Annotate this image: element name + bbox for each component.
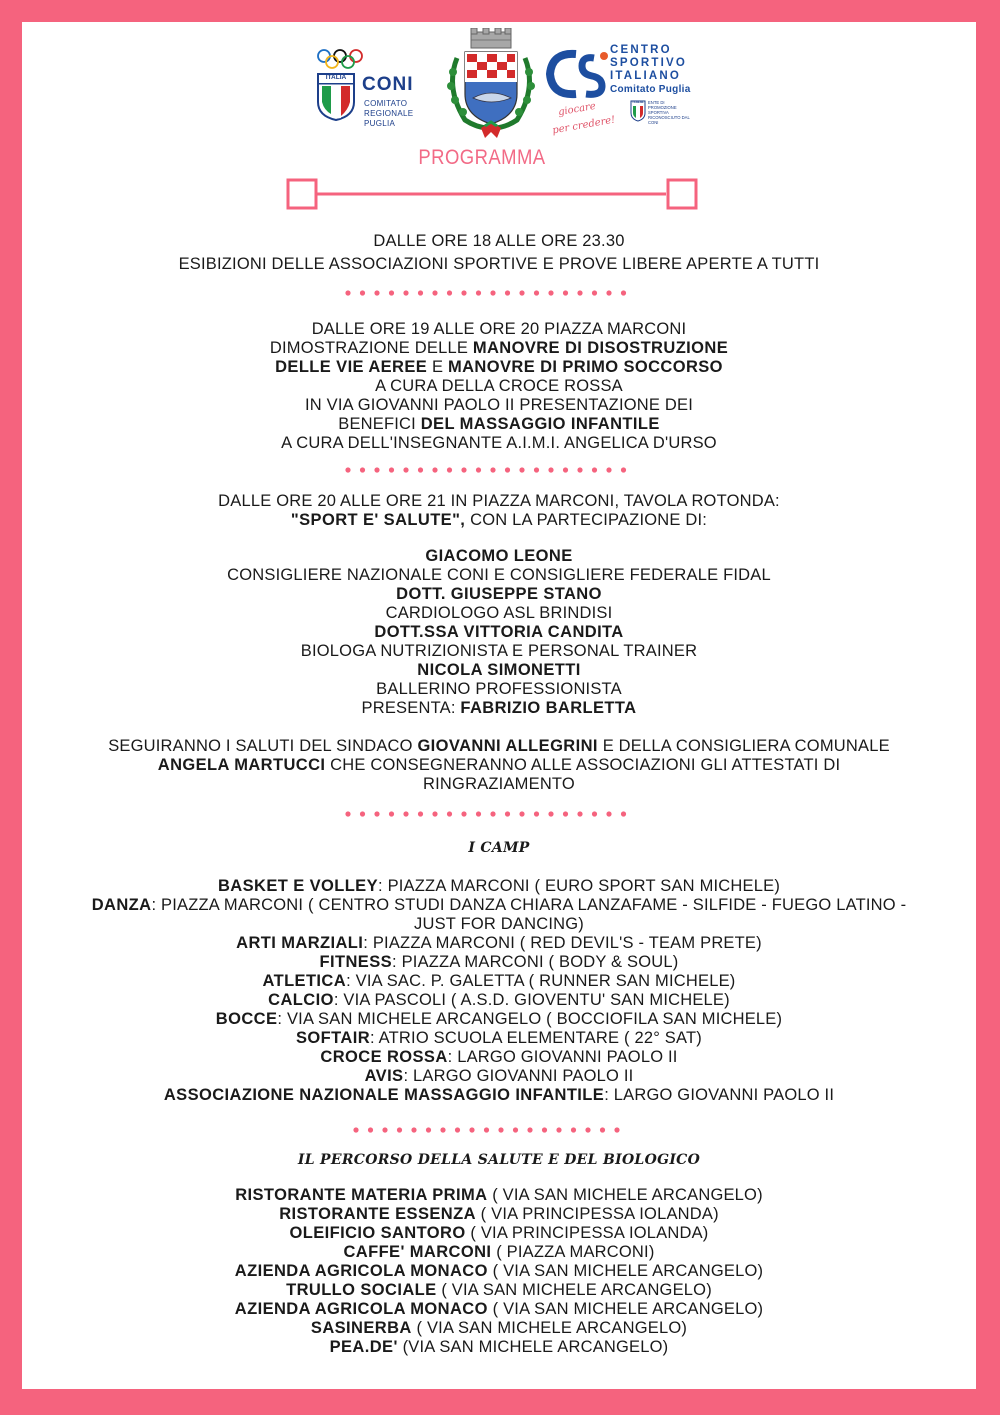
guest-3-name	[22, 623, 976, 642]
divider-dot	[432, 467, 437, 472]
closing-line2	[22, 756, 976, 775]
divider-dot	[606, 467, 611, 472]
divider-dot	[374, 290, 379, 295]
guest-4-name-text: NICOLA SIMONETTI	[417, 661, 581, 679]
percorso-item	[22, 1300, 976, 1319]
percorso-item-name: PEA.DE'	[329, 1338, 398, 1356]
percorso-item-place: ( VIA SAN MICHELE ARCANGELO)	[487, 1186, 763, 1204]
closing-line1-b: GIOVANNI ALLEGRINI	[417, 737, 598, 755]
divider-dot	[542, 1127, 547, 1132]
percorso-item	[22, 1319, 976, 1338]
divider-dot	[374, 811, 379, 816]
divider-dot	[476, 467, 481, 472]
section1-line2: ESIBIZIONI DELLE ASSOCIAZIONI SPORTIVE E PROVE LIBERE APERTE A TUTTI	[178, 255, 820, 273]
divider-dot	[490, 290, 495, 295]
divider-dot	[432, 290, 437, 295]
camp-item-place: : PIAZZA MARCONI ( EURO SPORT SAN MICHELE)	[378, 877, 781, 895]
divider-dot	[563, 467, 568, 472]
camp-item-place: : LARGO GIOVANNI PAOLO II	[447, 1048, 678, 1066]
percorso-list	[22, 1186, 976, 1357]
presenter	[22, 699, 976, 718]
divider-dot	[403, 290, 408, 295]
divider-dot	[360, 811, 365, 816]
divider-dot	[534, 290, 539, 295]
coni-subtitle-2: REGIONALE	[364, 109, 414, 118]
divider-dot	[403, 811, 408, 816]
divider-dot	[476, 811, 481, 816]
csi-slogan-2: per credere!	[551, 114, 617, 137]
divider-dot	[345, 290, 350, 295]
divider-dot	[490, 811, 495, 816]
camp-item-name: ATLETICA	[262, 972, 347, 990]
camp-item-name: ARTI MARZIALI	[236, 934, 364, 952]
divider-dot	[490, 467, 495, 472]
divider-dot	[592, 811, 597, 816]
closing-line3: RINGRAZIAMENTO	[423, 775, 575, 793]
divider-dot	[592, 290, 597, 295]
section2-line6	[22, 415, 976, 434]
camp-item	[22, 953, 976, 972]
divider-dot	[621, 467, 626, 472]
divider-dot	[360, 467, 365, 472]
section2-line4: A CURA DELLA CROCE ROSSA	[375, 377, 623, 395]
section2-line7: A CURA DELL'INSEGNANTE A.I.M.I. ANGELICA D'URSO	[281, 434, 717, 452]
divider-dot	[606, 811, 611, 816]
divider-dot	[461, 290, 466, 295]
percorso-item-place: ( PIAZZA MARCONI)	[491, 1243, 655, 1261]
camp-item-place: : VIA SAC. P. GALETTA ( RUNNER SAN MICHELE)	[346, 972, 736, 990]
percorso-item-name: RISTORANTE MATERIA PRIMA	[235, 1186, 488, 1204]
divider-dot	[614, 1127, 619, 1132]
guest-2-name	[22, 585, 976, 604]
percorso-item	[22, 1338, 976, 1357]
divider-dot	[389, 290, 394, 295]
camp-item-place: : ATRIO SCUOLA ELEMENTARE ( 22° SAT)	[370, 1029, 702, 1047]
percorso-item	[22, 1243, 976, 1262]
section2-line2	[22, 339, 976, 358]
coni-brand: CONI	[362, 74, 414, 95]
divider-dot	[534, 467, 539, 472]
camp-item-place: : PIAZZA MARCONI ( BODY & SOUL)	[392, 953, 679, 971]
divider-dot	[577, 811, 582, 816]
divider-dot	[600, 1127, 605, 1132]
section2-line5: IN VIA GIOVANNI PAOLO II PRESENTAZIONE DEI	[305, 396, 693, 414]
divider-dot	[389, 811, 394, 816]
camp-item-name: FITNESS	[319, 953, 393, 971]
csi-slogan-1: giocare	[557, 100, 597, 119]
camp-heading: I CAMP	[468, 840, 530, 856]
divider-dot	[447, 467, 452, 472]
camp-item	[22, 896, 976, 915]
divider-dot	[563, 290, 568, 295]
camp-item	[22, 1029, 976, 1048]
closing-line2-a: ANGELA MARTUCCI	[157, 756, 326, 774]
divider-dot	[519, 467, 524, 472]
section2-line3	[22, 358, 976, 377]
section3-line2-bold: "SPORT E' SALUTE",	[290, 511, 466, 529]
guest-4-name	[22, 661, 976, 680]
divider-dot	[368, 1127, 373, 1132]
percorso-item	[22, 1224, 976, 1243]
title-divider-icon	[286, 176, 706, 212]
page-title: PROGRAMMA	[418, 146, 546, 169]
guest-2-role: CARDIOLOGO ASL BRINDISI	[385, 604, 613, 622]
camp-item-name: CALCIO	[268, 991, 334, 1009]
divider-dot	[513, 1127, 518, 1132]
section2-line3-text: E	[427, 358, 448, 376]
camp-item	[22, 991, 976, 1010]
divider-dot	[476, 290, 481, 295]
camp-item-name: BASKET E VOLLEY	[217, 877, 378, 895]
divider-dot	[592, 467, 597, 472]
divider-dot	[498, 1127, 503, 1132]
percorso-item-place: (VIA SAN MICHELE ARCANGELO)	[397, 1338, 669, 1356]
divider-dot	[374, 467, 379, 472]
guest-3-role: BIOLOGA NUTRIZIONISTA E PERSONAL TRAINER	[300, 642, 698, 660]
guest-3-name-text: DOTT.SSA VITTORIA CANDITA	[374, 623, 624, 641]
csi-mark-icon	[546, 46, 608, 102]
divider-dot	[527, 1127, 532, 1132]
divider-dot	[360, 290, 365, 295]
camp-list	[22, 877, 976, 1105]
percorso-item	[22, 1205, 976, 1224]
section1-line1: DALLE ORE 18 ALLE ORE 23.30	[373, 232, 625, 250]
camp-item	[22, 1048, 976, 1067]
divider-dot	[621, 290, 626, 295]
guest-1-role: CONSIGLIERE NAZIONALE CONI E CONSIGLIERE FEDERALE FIDAL	[227, 566, 771, 584]
percorso-item-name: TRULLO SOCIALE	[286, 1281, 437, 1299]
divider-dot	[447, 811, 452, 816]
divider-dot	[353, 1127, 358, 1132]
divider-dot	[571, 1127, 576, 1132]
divider-dot	[447, 290, 452, 295]
csi-badge-text: ENTE DI PROMOZIONE SPORTIVA RICONOSCIUTO DAL CONI	[648, 100, 690, 125]
percorso-item	[22, 1186, 976, 1205]
divider-dot	[577, 467, 582, 472]
percorso-item-name: AZIENDA AGRICOLA MONACO	[234, 1262, 488, 1280]
percorso-item-name: OLEIFICIO SANTORO	[289, 1224, 466, 1242]
divider-dot	[455, 1127, 460, 1132]
divider-dot	[519, 811, 524, 816]
divider-dot	[432, 811, 437, 816]
divider-dot	[469, 1127, 474, 1132]
camp-item	[22, 1067, 976, 1086]
coni-subtitle-3: PUGLIA	[364, 119, 396, 128]
coni-flag-text: ITALIA	[325, 74, 347, 81]
divider-dot	[548, 467, 553, 472]
divider-dot	[426, 1127, 431, 1132]
divider-dot	[461, 811, 466, 816]
divider-dot	[585, 1127, 590, 1132]
camp-item	[22, 934, 976, 953]
divider-dot	[621, 811, 626, 816]
divider-dot	[418, 811, 423, 816]
coni-subtitle-1: COMITATO	[364, 99, 408, 108]
camp-item-name: ASSOCIAZIONE NAZIONALE MASSAGGIO INFANTILE	[163, 1086, 605, 1104]
section2-line1: DALLE ORE 19 ALLE ORE 20 PIAZZA MARCONI	[311, 320, 687, 338]
camp-item-place: JUST FOR DANCING)	[414, 915, 584, 933]
dotted-divider-1	[344, 289, 634, 297]
closing-line1-a: SEGUIRANNO I SALUTI DEL SINDACO	[108, 737, 418, 755]
guest-1-name	[22, 547, 976, 566]
camp-item	[22, 972, 976, 991]
divider-dot	[345, 467, 350, 472]
divider-dot	[461, 467, 466, 472]
percorso-item-place: ( VIA SAN MICHELE ARCANGELO)	[487, 1300, 764, 1318]
csi-line-4: Comitato Puglia	[610, 84, 691, 95]
divider-dot	[411, 1127, 416, 1132]
section2-line2-text: DIMOSTRAZIONE DELLE	[269, 339, 473, 357]
closing-line2-b: CHE CONSEGNERANNO ALLE ASSOCIAZIONI GLI ATTESTATI DI	[325, 756, 841, 774]
divider-dot	[519, 290, 524, 295]
csi-logo	[546, 42, 706, 142]
section2-line3-bold-a: DELLE VIE AEREE	[275, 358, 428, 376]
camp-item-place: : LARGO GIOVANNI PAOLO II	[403, 1067, 634, 1085]
presenter-name: FABRIZIO BARLETTA	[460, 699, 637, 717]
camp-item-place: : PIAZZA MARCONI ( CENTRO STUDI DANZA CHIARA LANZAFAME - SILFIDE - FUEGO LATINO -	[151, 896, 907, 914]
camp-item-name: SOFTAIR	[296, 1029, 371, 1047]
section2-line6-bold: DEL MASSAGGIO INFANTILE	[420, 415, 660, 433]
percorso-item-place: ( VIA SAN MICHELE ARCANGELO)	[487, 1262, 764, 1280]
percorso-item	[22, 1281, 976, 1300]
divider-dot	[548, 811, 553, 816]
camp-item-place: : VIA SAN MICHELE ARCANGELO ( BOCCIOFILA SAN MICHELE)	[277, 1010, 783, 1028]
closing-line1	[22, 737, 976, 756]
section3-line2	[22, 511, 976, 530]
divider-dot	[397, 1127, 402, 1132]
percorso-item-place: ( VIA PRINCIPESSA IOLANDA)	[475, 1205, 719, 1223]
percorso-item-name: CAFFE' MARCONI	[343, 1243, 492, 1261]
camp-item-place: : VIA PASCOLI ( A.S.D. GIOVENTU' SAN MICHELE)	[333, 991, 730, 1009]
percorso-item-name: RISTORANTE ESSENZA	[279, 1205, 476, 1223]
divider-dot	[577, 290, 582, 295]
percorso-heading: IL PERCORSO DELLA SALUTE E DEL BIOLOGICO	[297, 1152, 701, 1168]
camp-item-name: CROCE ROSSA	[320, 1048, 448, 1066]
section3-line1: DALLE ORE 20 ALLE ORE 21 IN PIAZZA MARCONI, TAVOLA ROTONDA:	[218, 492, 780, 510]
percorso-item	[22, 1262, 976, 1281]
guest-2-name-text: DOTT. GIUSEPPE STANO	[396, 585, 602, 603]
camp-item	[22, 915, 976, 934]
percorso-item-place: ( VIA PRINCIPESSA IOLANDA)	[465, 1224, 709, 1242]
percorso-item-name: SASINERBA	[310, 1319, 412, 1337]
divider-dot	[418, 290, 423, 295]
divider-dot	[556, 1127, 561, 1132]
guest-4-role: BALLERINO PROFESSIONISTA	[376, 680, 622, 698]
presenter-label: PRESENTA:	[361, 699, 461, 717]
divider-dot	[534, 811, 539, 816]
camp-item-place: : LARGO GIOVANNI PAOLO II	[604, 1086, 835, 1104]
section2-line2-bold: MANOVRE DI DISOSTRUZIONE	[472, 339, 729, 357]
divider-dot	[505, 467, 510, 472]
divider-dot	[345, 811, 350, 816]
dotted-divider-3	[344, 810, 634, 818]
camp-item	[22, 1010, 976, 1029]
divider-dot	[505, 811, 510, 816]
divider-dot	[403, 467, 408, 472]
divider-dot	[484, 1127, 489, 1132]
csi-line-2: SPORTIVO	[610, 57, 688, 69]
csi-line-3: ITALIANO	[610, 70, 682, 82]
section2-line3-bold-b: MANOVRE DI PRIMO SOCCORSO	[447, 358, 723, 376]
dotted-divider-4	[352, 1126, 632, 1134]
section2-line6-text: BENEFICI	[338, 415, 421, 433]
camp-item	[22, 877, 976, 896]
section3-line2-text: CON LA PARTECIPAZIONE DI:	[465, 511, 708, 529]
closing-line1-c: E DELLA CONSIGLIERA COMUNALE	[597, 737, 890, 755]
guest-1-name-text: GIACOMO LEONE	[425, 547, 573, 565]
divider-dot	[563, 811, 568, 816]
divider-dot	[548, 290, 553, 295]
coni-logo	[314, 44, 434, 134]
camp-item-place: : PIAZZA MARCONI ( RED DEVIL'S - TEAM PRETE)	[363, 934, 762, 952]
olympic-rings-icon	[316, 48, 364, 70]
divider-dot	[606, 290, 611, 295]
divider-dot	[389, 467, 394, 472]
camp-item-name: AVIS	[364, 1067, 404, 1085]
divider-dot	[382, 1127, 387, 1132]
divider-dot	[418, 467, 423, 472]
divider-dot	[505, 290, 510, 295]
percorso-item-place: ( VIA SAN MICHELE ARCANGELO)	[411, 1319, 688, 1337]
percorso-item-place: ( VIA SAN MICHELE ARCANGELO)	[436, 1281, 712, 1299]
dotted-divider-2	[344, 466, 634, 474]
csi-line-1: CENTRO	[610, 44, 672, 56]
percorso-item-name: AZIENDA AGRICOLA MONACO	[234, 1300, 488, 1318]
municipal-crest-icon	[437, 28, 545, 140]
camp-item	[22, 1086, 976, 1105]
camp-item-name: BOCCE	[215, 1010, 278, 1028]
csi-badge-flag: ITALIA	[632, 100, 644, 104]
divider-dot	[440, 1127, 445, 1132]
camp-item-name: DANZA	[91, 896, 152, 914]
poster-sheet	[22, 22, 976, 1389]
